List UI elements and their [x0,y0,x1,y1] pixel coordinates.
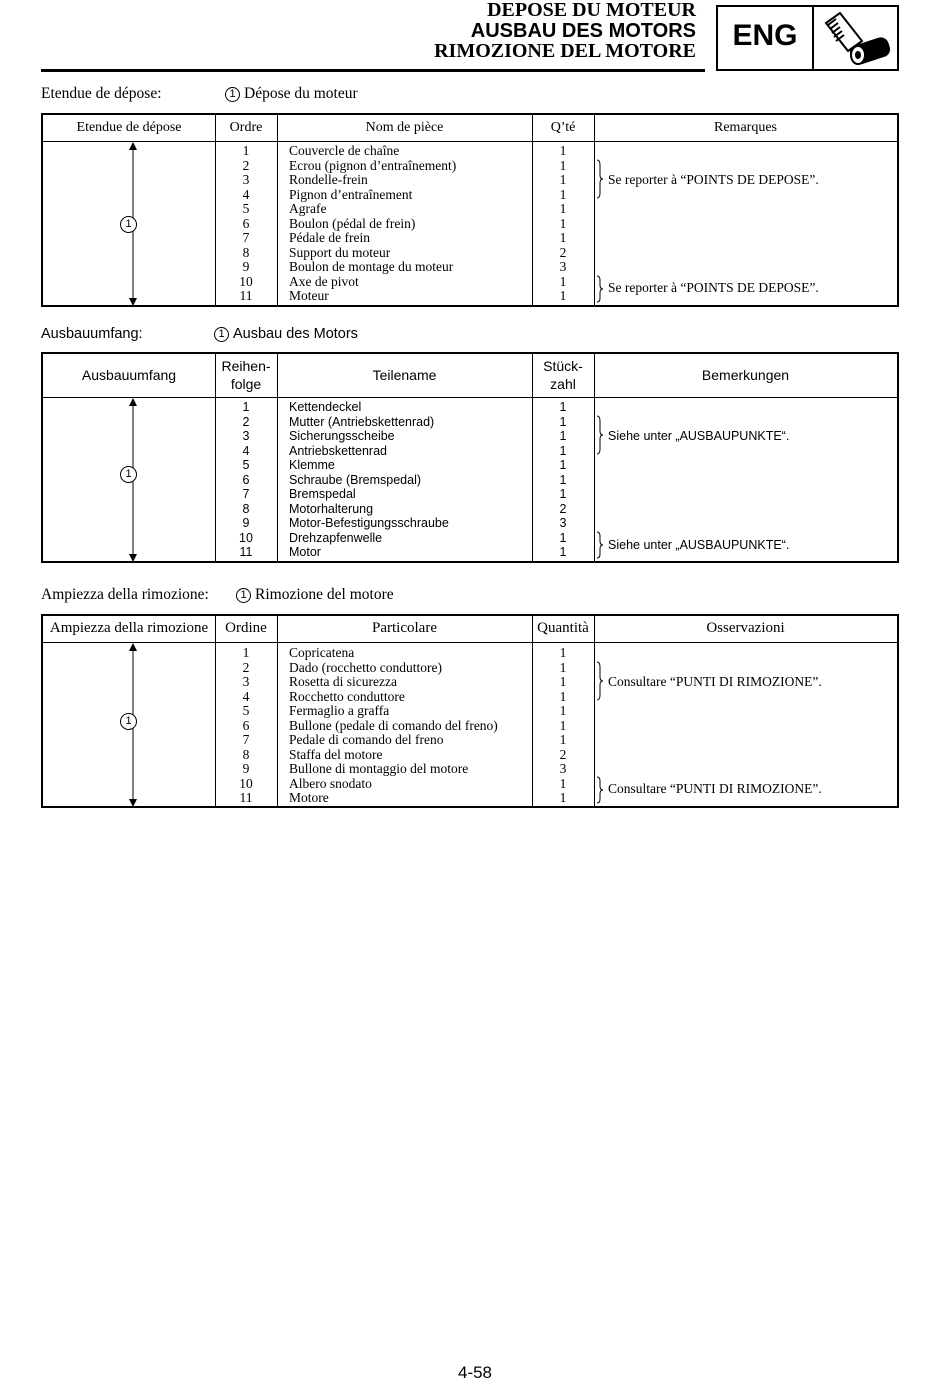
remark-1: Se reporter à “POINTS DE DEPOSE”. [608,172,819,187]
remark-2: Consultare “PUNTI DI RIMOZIONE”. [608,781,822,796]
remark-1: Consultare “PUNTI DI RIMOZIONE”. [608,674,822,689]
callout-number: 1 [236,588,251,603]
quantity-column: 1 1 1 1 1 1 1 2 3 1 1 [559,143,567,303]
removal-table-it [41,614,899,808]
remark-2: Siehe unter „AUSBAUPUNKTE“. [608,538,790,552]
header-scope: Ampiezza della rimozione [49,620,209,636]
removal-table-fr [41,113,899,307]
header-remarks: Osservazioni [706,620,785,636]
callout-number: 1 [225,87,240,102]
header-order: Reihen- folge [221,358,271,392]
scope-label: Etendue de dépose: [41,85,162,102]
brace-group-2 [596,776,604,804]
title-italian: RIMOZIONE DEL MOTORE [434,40,696,62]
range-marker: 1 [120,466,137,483]
section-tag-box [716,5,899,71]
brace-group-2 [596,531,604,559]
section-tag-divider [812,7,814,69]
order-column: 1 2 3 4 5 6 7 8 9 10 11 [239,143,253,303]
header-quantity: Q’té [550,120,576,135]
scope-description-de [214,326,358,342]
header-rule [41,69,705,72]
scope-text: Rimozione del motore [255,586,394,603]
remark-1: Siehe unter „AUSBAUPUNKTE“. [608,429,790,443]
scope-description-it [236,586,394,604]
quantity-column: 1 1 1 1 1 1 1 2 3 1 1 [559,400,567,559]
title-german: AUSBAU DES MOTORS [470,19,696,42]
brace-group-2 [596,275,604,303]
scope-text: Dépose du moteur [244,85,358,102]
engine-icon [818,11,898,69]
scope-label: Ausbauumfang: [41,326,143,342]
header-order: Ordre [229,120,263,135]
section-label-fr [41,85,162,103]
header-scope: Ausbauumfang [81,367,177,383]
callout-number: 1 [214,327,229,342]
section-label-de [41,326,143,342]
brace-group-1 [596,415,604,455]
header-part-name: Particolare [372,620,437,636]
part-name-column: Copricatena Dado (rocchetto conduttore) Rosetta di sicurezza Rocchetto conduttore Fermaglio a graffa Bullone (pedale di comando del freno) Pedale di comando del freno Staffa del motore Bullone di montaggio del motore Albero snodato Motore [289,645,498,805]
order-column: 1 2 3 4 5 6 7 8 9 10 11 [239,645,253,805]
header-part-name: Nom de pièce [365,120,444,135]
header-remarks: Bemerkungen [701,367,790,383]
remark-2: Se reporter à “POINTS DE DEPOSE”. [608,280,819,295]
header-quantity: Quantità [537,620,589,636]
section-tag-label: ENG [732,19,798,52]
scope-text: Ausbau des Motors [233,326,358,342]
header-quantity: Stück- zahl [543,358,583,392]
header-remarks: Remarques [714,120,777,135]
section-label-it [41,586,209,604]
page-number: 4-58 [457,1363,493,1382]
range-marker: 1 [120,216,137,233]
brace-group-1 [596,159,604,199]
scope-description-fr [225,85,358,103]
header-scope: Etendue de dépose [76,120,182,135]
header-order: Ordine [225,620,267,636]
page-title-block [300,0,696,62]
part-name-column: Kettendeckel Mutter (Antriebskettenrad) Sicherungsscheibe Antriebskettenrad Klemme Schraube (Bremspedal) Bremspedal Motorhalterung Motor-Befestigungsschraube Drehzapfenwelle Motor [289,400,449,559]
order-column: 1 2 3 4 5 6 7 8 9 10 11 [239,400,253,559]
header-part-name: Teilename [372,367,437,383]
removal-table-de [41,352,899,563]
brace-group-1 [596,661,604,701]
range-marker: 1 [120,713,137,730]
quantity-column: 1 1 1 1 1 1 1 2 3 1 1 [559,645,567,805]
scope-label: Ampiezza della rimozione: [41,586,209,603]
title-french: DEPOSE DU MOTEUR [487,0,696,21]
part-name-column: Couvercle de chaîne Ecrou (pignon d’entraînement) Rondelle-frein Pignon d’entraînement Agrafe Boulon (pédal de frein) Pédale de frein Support du moteur Boulon de montage du moteur Axe de pivot Moteur [289,143,457,303]
